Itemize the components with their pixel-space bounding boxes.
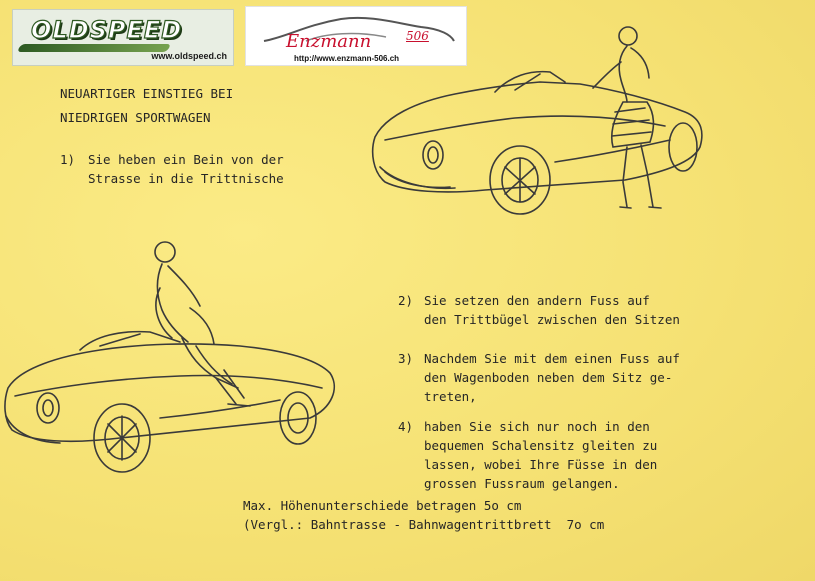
step-1-text: Sie heben ein Bein von der Strasse in die Trittnische [88, 152, 284, 186]
enzmann-badge: 506 [406, 29, 429, 43]
step-3-number: 3) [398, 351, 414, 366]
step-4-number: 4) [398, 419, 414, 434]
footnote-line-1: Max. Höhenunterschiede betragen 5o cm [243, 498, 522, 513]
step-4-text: haben Sie sich nur noch in den bequemen Schalensitz gleiten zu lassen, wobei Ihre Füsse in den grossen Fussraum gelangen. [424, 419, 658, 491]
step-1-number: 1) [60, 152, 76, 167]
oldspeed-wordmark: OLDSPEED [31, 16, 183, 44]
oldspeed-logo[interactable] [12, 9, 234, 66]
enzmann-wordmark: Enzmann [286, 31, 372, 52]
sketch-car-woman-stepping-in [365, 22, 715, 217]
step-3-text: Nachdem Sie mit dem einen Fuss auf den Wagenboden neben dem Sitz ge- treten, [424, 351, 680, 404]
oldspeed-swoosh [17, 44, 172, 52]
heading-line-2: NIEDRIGEN SPORTWAGEN [60, 110, 211, 125]
step-2-number: 2) [398, 293, 414, 308]
enzmann-url[interactable]: http://www.enzmann-506.ch [294, 54, 400, 63]
sketch-car-woman-climbing-over [0, 238, 340, 493]
oldspeed-url[interactable]: www.oldspeed.ch [151, 51, 227, 61]
heading-line-1: NEUARTIGER EINSTIEG BEI [60, 86, 234, 101]
step-2-text: Sie setzen den andern Fuss auf den Trittbügel zwischen den Sitzen [424, 293, 680, 327]
footnote-line-2: (Vergl.: Bahntrasse - Bahnwagentrittbrett 7o cm [243, 517, 605, 532]
